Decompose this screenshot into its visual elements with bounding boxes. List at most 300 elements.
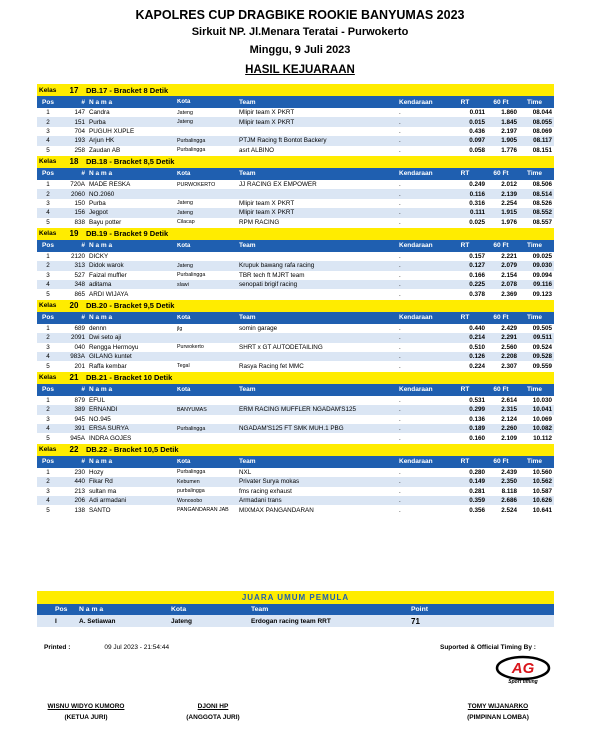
class-banner	[37, 84, 554, 96]
table-row	[37, 361, 554, 370]
col-header-kota: Kota	[177, 314, 191, 321]
table-row	[37, 477, 554, 486]
cell-no: 2120	[70, 253, 85, 261]
cell-ft60: 2.254	[501, 199, 517, 207]
cell-rt: 0.531	[469, 397, 485, 404]
cell-no: 151	[74, 118, 85, 126]
cell-ft60: 2.154	[501, 271, 517, 279]
cell-rt: 0.136	[469, 415, 485, 423]
cell-pos: 5	[46, 146, 50, 154]
col-header-pos: Pos	[42, 386, 54, 394]
cell-ft60: 2.208	[501, 353, 517, 361]
cell-no: 2091	[70, 334, 85, 342]
table-row	[37, 189, 554, 198]
cell-nama: DICKY	[89, 253, 109, 261]
cell-kota: BANYUMAS	[177, 406, 207, 413]
cell-pos: 4	[46, 497, 50, 505]
cell-no: 040	[74, 343, 85, 351]
col-header-rt: RT	[460, 98, 470, 106]
cell-kendaraan: .	[399, 253, 401, 261]
col-header-time: Time	[526, 170, 543, 178]
cell-ft60: 2.369	[501, 290, 517, 298]
cell-no: 704	[74, 127, 85, 135]
cell-time: 09.123	[532, 290, 552, 298]
col-header-team: Team	[239, 98, 256, 106]
cell-time: 08.506	[532, 181, 552, 189]
cell-team: PTJM Racing ft Bontot Backery	[239, 137, 327, 145]
cell-no: 150	[74, 199, 85, 207]
cell-rt: 0.316	[469, 199, 485, 207]
cell-team: ERM RACING MUFFLER NGADAM'S125	[239, 406, 357, 414]
col-header-nama: N a m a	[89, 386, 113, 394]
cell-team: NXL	[239, 468, 252, 476]
cell-time: 09.030	[532, 262, 552, 270]
cell-no: 138	[74, 506, 85, 514]
cell-kendaraan: .	[399, 397, 401, 404]
cell-kendaraan: .	[399, 353, 401, 361]
col-header-kota: Kota	[177, 99, 191, 105]
col-header-kota: Kota	[177, 242, 191, 249]
cell-no: 2060	[70, 190, 85, 198]
cell-kota: Purwokerto	[177, 344, 204, 351]
cell-kendaraan: .	[399, 281, 401, 289]
signature-anggota-juri	[176, 703, 250, 721]
cell-pos: 2	[46, 262, 50, 270]
cell-kendaraan: .	[399, 478, 401, 486]
cell-team: Mlipir team X PKRT	[239, 209, 295, 217]
cell-no: 945A	[70, 434, 85, 442]
cell-kota: Tegal	[177, 363, 190, 370]
col-header-rt: RT	[460, 170, 470, 178]
cell-team: Krupuk bawang rafa racing	[239, 262, 315, 270]
cell-rt: 0.015	[469, 118, 485, 126]
cell-no: 230	[74, 468, 85, 476]
cell-rt: 0.157	[469, 253, 485, 261]
class-section	[37, 228, 554, 299]
cell-team: asrt ALBINO	[239, 146, 274, 154]
cell-rt: 0.436	[469, 127, 485, 135]
col-header-time: Time	[526, 314, 543, 322]
champion-pos: I	[55, 617, 57, 625]
cell-nama: Adi armadani	[89, 497, 127, 505]
cell-time: 10.560	[532, 468, 552, 476]
cell-pos: 1	[46, 109, 50, 117]
cell-time: 10.030	[532, 397, 552, 404]
overall-champion-table	[37, 591, 554, 627]
cell-no: 156	[74, 209, 85, 217]
cell-pos: 5	[46, 362, 50, 370]
cell-no: 147	[74, 109, 85, 117]
col-header-no: #	[81, 170, 85, 178]
signature-pimpinan-lomba	[456, 703, 540, 721]
cell-time: 10.069	[532, 415, 552, 423]
cell-ft60: 2.307	[501, 362, 517, 370]
cell-pos: 1	[46, 253, 50, 261]
table-row	[37, 496, 554, 505]
document-title: KAPOLRES CUP DRAGBIKE ROOKIE BANYUMAS 2023	[135, 8, 465, 22]
cell-kendaraan: .	[399, 118, 401, 126]
cell-team: RPM RACING	[239, 218, 280, 226]
cell-time: 10.562	[532, 478, 552, 486]
table-row	[37, 415, 554, 424]
cell-rt: 0.111	[469, 209, 485, 217]
cell-rt: 0.356	[469, 506, 485, 514]
cell-kendaraan: .	[399, 218, 401, 226]
cell-nama: NO.945	[89, 415, 111, 423]
table-row	[37, 199, 554, 208]
table-header-row	[37, 384, 554, 396]
cell-no: 391	[74, 425, 85, 433]
table-header-row	[37, 168, 554, 180]
class-banner	[37, 444, 554, 456]
cell-pos: 5	[46, 218, 50, 226]
cell-kota: PANGANDARAN JAB	[177, 507, 229, 514]
cell-ft60: 2.315	[501, 406, 517, 414]
table-row	[37, 343, 554, 352]
col-header-kendaraan: Kendaraan	[399, 314, 433, 322]
cell-nama: Bayu potter	[89, 218, 122, 226]
cell-nama: aditama	[89, 281, 112, 289]
cell-nama: Rengga Hermoyu	[89, 343, 139, 351]
cell-ft60: 2.139	[501, 190, 517, 198]
cell-rt: 0.359	[469, 497, 485, 505]
table-header-row	[37, 240, 554, 252]
cell-nama: Faizal muffler	[89, 271, 127, 279]
cell-no: 983A	[70, 353, 85, 361]
col-header-rt: RT	[460, 386, 470, 394]
cell-rt: 0.116	[469, 190, 485, 198]
col-header-nama: N a m a	[89, 98, 113, 106]
table-header-row	[37, 96, 554, 108]
class-section	[37, 444, 554, 515]
table-row	[37, 271, 554, 280]
cell-time: 08.069	[532, 127, 552, 135]
cell-nama: Arjun HK	[89, 137, 115, 145]
cell-no: 389	[74, 406, 85, 414]
cell-time: 08.151	[532, 146, 552, 154]
cell-rt: 0.510	[469, 343, 485, 351]
cell-kendaraan: .	[399, 137, 401, 145]
cell-rt: 0.280	[469, 468, 485, 476]
cell-nama: PUGUH XUPLE	[89, 127, 135, 135]
cell-kendaraan: .	[399, 127, 401, 135]
col-header-kendaraan: Kendaraan	[399, 98, 433, 106]
class-label: Kelas	[39, 230, 57, 238]
champion-col-team: Team	[251, 606, 269, 613]
cell-rt: 0.281	[469, 487, 485, 495]
cell-time: 08.557	[532, 218, 552, 226]
cell-ft60: 2.686	[501, 497, 517, 505]
cell-kendaraan: .	[399, 190, 401, 198]
cell-kota: Cilacap	[177, 219, 195, 226]
col-header-kendaraan: Kendaraan	[399, 386, 433, 394]
class-name: DB.20 - Bracket 9,5 Detik	[86, 301, 175, 311]
cell-kota: Purbalingga	[177, 147, 206, 154]
cell-rt: 0.440	[469, 325, 485, 333]
cell-ft60: 2.350	[501, 478, 517, 486]
cell-kendaraan: .	[399, 290, 401, 298]
signature-role: (PIMPINAN LOMBA)	[467, 714, 529, 721]
cell-rt: 0.378	[469, 290, 485, 298]
cell-nama: SANTO	[89, 506, 111, 514]
cell-kendaraan: .	[399, 146, 401, 154]
cell-ft60: 2.260	[501, 425, 517, 433]
cell-time: 09.094	[532, 271, 552, 279]
col-header-ft60: 60 Ft	[493, 386, 509, 394]
cell-no: 879	[74, 397, 85, 404]
class-number: 20	[69, 301, 79, 311]
champion-title: JUARA UMUM PEMULA	[37, 591, 554, 604]
col-header-no: #	[81, 386, 85, 394]
cell-time: 10.641	[532, 506, 552, 514]
cell-nama: sultan ma	[89, 487, 117, 495]
cell-ft60: 1.776	[501, 146, 517, 154]
col-header-ft60: 60 Ft	[493, 98, 509, 106]
cell-time: 08.044	[532, 109, 552, 117]
printed-info	[44, 644, 169, 651]
cell-kota: Purbalingga	[177, 469, 206, 476]
cell-nama: Dwi seto aji	[89, 334, 122, 342]
table-row	[37, 405, 554, 414]
cell-kendaraan: .	[399, 199, 401, 207]
cell-ft60: 2.109	[501, 434, 517, 442]
table-row	[37, 218, 554, 227]
results-heading: HASIL KEJUARAAN	[245, 64, 355, 76]
class-name: DB.17 - Bracket 8 Detik	[86, 85, 169, 95]
cell-team: NGADAM'S125 FT SMK MUH.1 PBG	[239, 425, 344, 433]
cell-team: somin garage	[239, 325, 278, 333]
signature-ketua-juri	[40, 703, 132, 721]
ag-sport-timing-logo	[494, 652, 552, 686]
cell-no: 201	[74, 362, 85, 370]
cell-nama: NO.2060	[89, 190, 115, 198]
champion-name: A. Setiawan	[79, 617, 116, 625]
cell-no: 193	[74, 137, 85, 145]
cell-ft60: 2.614	[501, 397, 517, 404]
cell-kendaraan: .	[399, 497, 401, 505]
cell-kendaraan: .	[399, 109, 401, 117]
class-number: 18	[69, 157, 79, 167]
col-header-kota: Kota	[177, 458, 191, 465]
champion-header-row	[37, 604, 554, 615]
cell-pos: 4	[46, 137, 50, 145]
signature-role: (KETUA JURI)	[64, 714, 108, 721]
printed-label: Printed :	[44, 644, 71, 651]
col-header-kendaraan: Kendaraan	[399, 242, 433, 250]
table-row	[37, 136, 554, 145]
cell-kendaraan: .	[399, 334, 401, 342]
table-header-row	[37, 312, 554, 324]
col-header-nama: N a m a	[89, 458, 113, 466]
col-header-team: Team	[239, 170, 256, 178]
cell-rt: 0.097	[469, 137, 485, 145]
cell-team: Mlipir team X PKRT	[239, 109, 295, 117]
signature-role: (ANGGOTA JURI)	[186, 714, 240, 721]
cell-rt: 0.058	[469, 146, 485, 154]
table-row	[37, 108, 554, 117]
cell-team: Privater Surya mokas	[239, 478, 300, 486]
cell-kendaraan: .	[399, 271, 401, 279]
cell-pos: 3	[46, 127, 50, 135]
table-row	[37, 208, 554, 217]
cell-kota: Wonosobo	[177, 497, 203, 504]
col-header-nama: N a m a	[89, 314, 113, 322]
cell-nama: Purba	[89, 118, 106, 126]
class-name: DB.18 - Bracket 8,5 Detik	[86, 157, 175, 167]
col-header-team: Team	[239, 458, 256, 466]
cell-nama: ERSA SURYA	[89, 425, 129, 433]
cell-kendaraan: .	[399, 406, 401, 414]
cell-no: 313	[74, 262, 85, 270]
col-header-no: #	[81, 98, 85, 106]
cell-rt: 0.225	[469, 281, 485, 289]
col-header-team: Team	[239, 386, 256, 394]
cell-kota: Purbalingga	[177, 425, 206, 432]
cell-ft60: 2.078	[501, 281, 517, 289]
timing-credit: Suported & Official Timing By :	[440, 644, 536, 651]
cell-time: 09.025	[532, 253, 552, 261]
table-row	[37, 180, 554, 189]
cell-kendaraan: .	[399, 262, 401, 270]
cell-team: SHRT x GT AUTODETAILING	[239, 343, 323, 351]
cell-ft60: 2.429	[501, 325, 517, 333]
class-banner	[37, 372, 554, 384]
logo-subtext: Sport timing	[508, 679, 538, 685]
class-number: 21	[69, 373, 79, 383]
table-row	[37, 280, 554, 289]
class-label: Kelas	[39, 302, 57, 310]
table-row	[37, 352, 554, 361]
cell-time: 09.524	[532, 343, 552, 351]
cell-ft60: 1.905	[501, 137, 517, 145]
cell-kendaraan: .	[399, 209, 401, 217]
cell-time: 09.505	[532, 325, 552, 333]
cell-pos: 1	[46, 468, 50, 476]
cell-kota: Kebumen	[177, 478, 200, 485]
cell-time: 09.528	[532, 353, 552, 361]
col-header-team: Team	[239, 314, 256, 322]
cell-pos: 5	[46, 434, 50, 442]
champion-row	[37, 615, 554, 627]
cell-kota: Jateng	[177, 262, 193, 269]
cell-nama: ARDI WIJAYA	[89, 290, 129, 298]
cell-pos: 5	[46, 290, 50, 298]
table-row	[37, 333, 554, 342]
col-header-ft60: 60 Ft	[493, 314, 509, 322]
cell-time: 10.112	[533, 434, 552, 442]
cell-rt: 0.166	[469, 271, 485, 279]
champion-city: Jateng	[171, 617, 192, 625]
col-header-rt: RT	[460, 314, 470, 322]
cell-nama: Candra	[89, 109, 110, 117]
cell-pos: 2	[46, 406, 50, 414]
cell-kota: jlg	[177, 325, 183, 332]
signature-name: DJONI HP	[197, 703, 229, 710]
col-header-kota: Kota	[177, 386, 191, 393]
cell-no: 348	[74, 281, 85, 289]
cell-ft60: 2.221	[501, 253, 517, 261]
cell-time: 09.559	[532, 362, 552, 370]
cell-pos: 3	[46, 271, 50, 279]
col-header-kendaraan: Kendaraan	[399, 170, 433, 178]
cell-pos: 4	[46, 281, 50, 289]
col-header-pos: Pos	[42, 170, 54, 178]
cell-rt: 0.249	[469, 181, 485, 189]
cell-kota: purbalingga	[177, 488, 205, 495]
signature-name: WISNU WIDYO KUMORO	[47, 703, 125, 710]
cell-team: Armadani trans	[239, 497, 282, 505]
class-label: Kelas	[39, 374, 57, 382]
col-header-ft60: 60 Ft	[493, 242, 509, 250]
cell-time: 10.626	[532, 497, 552, 505]
cell-no: 206	[74, 497, 85, 505]
class-banner	[37, 300, 554, 312]
col-header-time: Time	[526, 386, 543, 394]
class-label: Kelas	[39, 446, 57, 454]
class-number: 19	[69, 229, 79, 239]
table-row	[37, 252, 554, 261]
cell-nama: Hozy	[89, 468, 104, 476]
cell-rt: 0.126	[469, 353, 485, 361]
cell-pos: 3	[46, 343, 50, 351]
cell-rt: 0.160	[469, 434, 485, 442]
cell-kota: Jateng	[177, 209, 193, 216]
cell-kendaraan: .	[399, 415, 401, 423]
cell-kendaraan: .	[399, 434, 401, 442]
col-header-time: Time	[526, 242, 543, 250]
cell-ft60: 2.439	[501, 468, 517, 476]
col-header-time: Time	[526, 458, 543, 466]
col-header-nama: N a m a	[89, 242, 113, 250]
col-header-rt: RT	[460, 242, 470, 250]
cell-team: Mlipir team X PKRT	[239, 118, 295, 126]
cell-no: 865	[74, 290, 85, 298]
cell-nama: dennn	[89, 325, 107, 333]
cell-kota: slawi	[177, 281, 189, 288]
cell-team: JJ RACING EX EMPOWER	[239, 181, 317, 189]
table-row	[37, 505, 554, 514]
class-banner	[37, 156, 554, 168]
cell-kota: PURWOKERTO	[177, 181, 216, 188]
cell-no: 527	[74, 271, 85, 279]
cell-no: 945	[74, 415, 85, 423]
class-section	[37, 372, 554, 443]
cell-ft60: 2.291	[501, 334, 517, 342]
cell-no: 720A	[70, 181, 85, 189]
table-row	[37, 127, 554, 136]
cell-pos: 1	[46, 325, 50, 333]
col-header-pos: Pos	[42, 458, 54, 466]
cell-time: 08.514	[532, 190, 552, 198]
cell-nama: INDRA GOJES	[89, 434, 132, 442]
cell-rt: 0.011	[469, 109, 485, 117]
cell-no: 838	[74, 218, 85, 226]
cell-pos: 4	[46, 425, 50, 433]
champion-team: Erdogan racing team RRT	[251, 617, 331, 625]
cell-pos: 5	[46, 506, 50, 514]
cell-no: 213	[74, 487, 85, 495]
cell-ft60: 2.079	[501, 262, 517, 270]
table-row	[37, 261, 554, 270]
cell-pos: 1	[46, 181, 50, 189]
event-date: Minggu, 9 Juli 2023	[249, 44, 351, 56]
cell-rt: 0.189	[469, 425, 485, 433]
cell-nama: Purba	[89, 199, 106, 207]
class-section	[37, 156, 554, 227]
cell-pos: 4	[46, 209, 50, 217]
cell-ft60: 2.197	[501, 127, 517, 135]
cell-pos: 2	[46, 478, 50, 486]
